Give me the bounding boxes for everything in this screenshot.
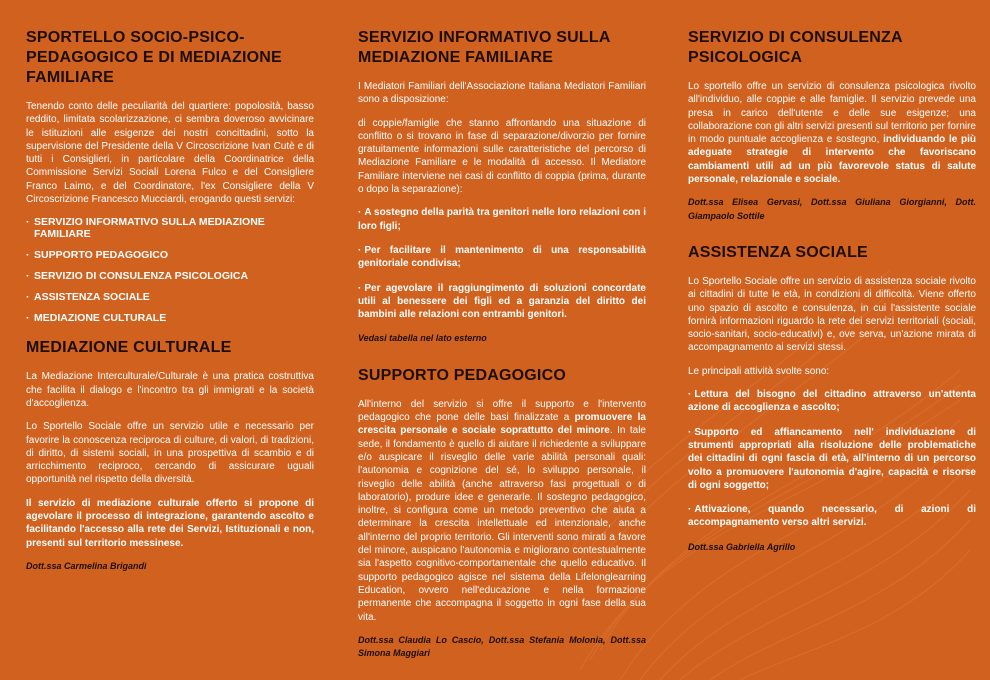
table-note: Vedasi tabella nel lato esterno — [358, 333, 487, 344]
signature: Dott.ssa Claudia Lo Cascio, Dott.ssa Stefania Molonia, Dott.ssa Simona Maggiari — [358, 634, 646, 659]
paragraph: Lo Sportello Sociale offre un servizio di assistenza sociale rivolto ai cittadini di tutte le età, in condizioni di difficoltà. Viene offerto uno spazio di ascolto e consulenza, in cui l'assistente sociale fornirà informazioni riguardo la rete dei servizi territoriali (sociali, socio-sanitari, socio-educativi) e, ove serva, un'azione mirata di accompagnamento ai servizi stessi. — [688, 275, 976, 354]
column-middle — [358, 28, 646, 660]
paragraph: La Mediazione Interculturale/Culturale è una pratica costruttiva che facilita il dialogo e l'incontro tra gli immigrati e la società d'accoglienza. — [26, 371, 314, 409]
intro-paragraph: Tenendo conto delle peculiarità del quartiere: popolosità, basso reddito, limitata scolarizzazione, ci sembra doveroso avvicinare le istituzioni alle esigenze dei nostri concittadini, sotto la supervisione del Presidente della V Circoscrizione Ivan Cutè e di tutti i Consiglieri, in particolare della Coordinatrice della Commissione Servizi Sociali Lorena Fulco e del Consigliere Franco Laimo, e del Coordinatore, l'ex Consigliere della V Circoscrizione Francesco Mucciardi, erogando questi servizi: — [26, 101, 314, 206]
paragraph: Lo sportello offre un servizio di consulenza psicologica rivolto all'individuo, alle coppie e alle famiglie. Il servizio prevede una presa in carico dell'utente e delle sue esigenze; una collaborazione con gli altri servizi presenti sul territorio per fornire in modo puntuale accoglienza e sostegno, individuando le più adeguate strategie di intervento che favoriscano cambiamenti utili ad un più favorevole status di salute personale, relazionale e sociale. — [688, 81, 976, 186]
main-title: SPORTELLO SOCIO-PSICO-PEDAGOGICO E DI MEDIAZIONE FAMILIARE — [26, 29, 282, 86]
services-list — [26, 216, 314, 324]
paragraph: All'interno del servizio si offre il supporto e l'intervento pedagogico che pone delle basi finalizzate a promuovere la crescita personale e sociale soprattutto del minore. In tale sede, il fondamento è quello di aiutare il richiedente a sviluppare e/o auspicare il risveglio delle varie abilità personali quali: l'autonomia e cognizione del sé, lo sviluppo personale, il risveglio delle abilità (anche attraverso fasi progettuali o di laboratorio), produre idee e generarle. Il sostegno pedagogico, inoltre, si configura come un metodo preventivo che aiuta a determinare la crescita intellettuale ed intenzionale, anche all'interno del proprio territorio. Gli interventi sono mirati a favore del minore, auspicano l'autonomia e migliorano contestualmente sia l'aspetto cognitivo-comportamentale che quello educativo. Il supporto pedagogico agisce nel sistema della Lifelonglearning Education, ovvero nell'educazione e nella formazione permanente che accompagna il soggetto in ogni fase della sua vita. — [358, 398, 646, 623]
list-item: · MEDIAZIONE CULTURALE — [26, 312, 314, 324]
list-item: · A sostegno della parità tra genitori nelle loro relazioni con i loro figli; — [358, 207, 646, 232]
section-title-mediazione-culturale: MEDIAZIONE CULTURALE — [26, 339, 232, 357]
list-item: · SUPPORTO PEDAGOGICO — [26, 249, 314, 261]
section-title-assistenza-sociale: ASSISTENZA SOCIALE — [688, 243, 868, 261]
section-title-servizio-informativo: SERVIZIO INFORMATIVO SULLA MEDIAZIONE FAMILIARE — [358, 29, 611, 66]
signature: Dott.ssa Gabriella Agrillo — [688, 541, 796, 552]
paragraph: Le principali attività svolte sono: — [688, 365, 830, 377]
list-item: · Per agevolare il raggiungimento di soluzioni concordate utili al benessere dei figli ed a garanzia del diritto dei bambini alle relazioni con entrambi genitori. — [358, 282, 646, 321]
paragraph: di coppie/famiglie che stanno affrontando una situazione di conflitto o si trovano in fase di separazione/divorzio per fornire gratuitamente informazioni sulle caratteristiche del percorso di Mediazione Familiare e le modalità di accesso. Il Mediatore Familiare interviene nei casi di conflitto di coppia (prima, durante o dopo la separazione): — [358, 117, 646, 196]
activities-list — [688, 388, 976, 530]
points-list — [358, 206, 646, 321]
column-left — [26, 28, 314, 573]
column-right — [688, 28, 976, 554]
paragraph: Lo Sportello Sociale offre un servizio utile e necessario per favorire la conoscenza reciproca di culture, di valori, di tradizioni, di diritto, di sistemi sociali, in una prospettiva di scambio e di arricchimento reciproco, cercando di assicurare uguali opportunità nel rispetto della diversità. — [26, 421, 314, 486]
section-title-consulenza-psicologica: SERVIZIO DI CONSULENZA PSICOLOGICA — [688, 29, 903, 66]
signature: Dott.ssa Carmelina Brigandì — [26, 560, 147, 571]
list-item: · SERVIZIO DI CONSULENZA PSICOLOGICA — [26, 270, 314, 282]
signature: Dott.ssa Elisea Gervasi, Dott.ssa Giuliana Giorgianni, Dott. Giampaolo Sottile — [688, 197, 976, 221]
paragraph-bold: Il servizio di mediazione culturale offerto si propone di agevolare il processo di integrazione, garantendo ascolto e facilitando l'accesso alla rete dei Servizi, Istituzionali e non, presenti sul territorio messinese. — [26, 497, 314, 549]
list-item: · Per facilitare il mantenimento di una responsabilità genitoriale condivisa; — [358, 244, 646, 270]
list-item: · SERVIZIO INFORMATIVO SULLA MEDIAZIONE FAMILIARE — [26, 216, 314, 240]
paragraph: I Mediatori Familiari dell'Associazione Italiana Mediatori Familiari sono a disposizione: — [358, 81, 646, 106]
list-item: · Supporto ed affiancamento nell' individuazione di strumenti appropriati alla risoluzione delle problematiche dei cittadini di ogni fascia di età, all'interno di un percorso volto a promuovere l'autonomia d'agire, capacità e risorse di ogni soggetto; — [688, 426, 976, 491]
list-item: · Attivazione, quando necessario, di azioni di accompagnamento verso altri servizi. — [688, 504, 976, 529]
list-item: · Lettura del bisogno del cittadino attraverso un'attenta azione di accoglienza e ascolto; — [688, 389, 976, 414]
section-title-supporto-pedagogico: SUPPORTO PEDAGOGICO — [358, 366, 566, 384]
list-item: · ASSISTENZA SOCIALE — [26, 291, 314, 303]
